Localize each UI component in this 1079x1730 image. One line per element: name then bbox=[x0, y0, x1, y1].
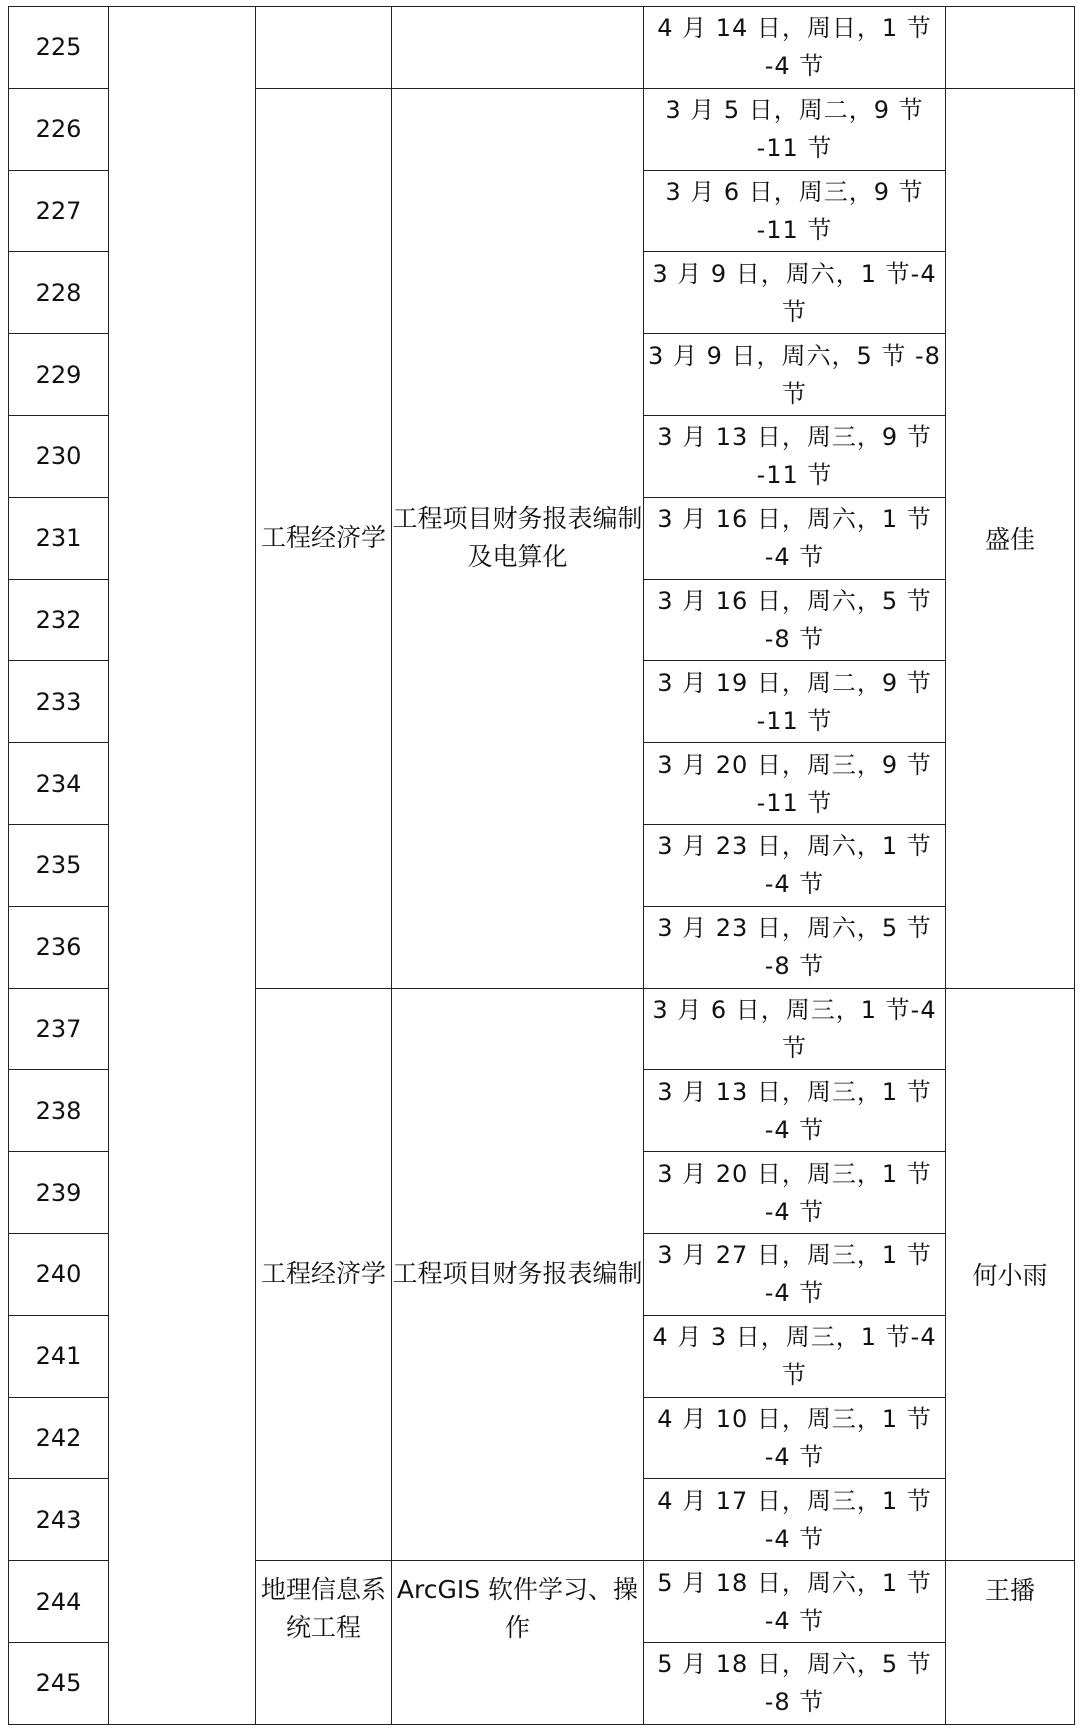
topic-cell: 工程项目财务报表编制 bbox=[392, 988, 644, 1561]
course-name-cell: 地理信息系统工程 bbox=[256, 1561, 392, 1725]
date-cell: 4 月 3 日，周三，1 节-4 节 bbox=[644, 1315, 946, 1397]
date-cell: 5 月 18 日，周六，1 节 -4 节 bbox=[644, 1561, 946, 1643]
teacher-cell: 何小雨 bbox=[946, 988, 1075, 1561]
date-cell: 3 月 23 日，周六，5 节 -8 节 bbox=[644, 906, 946, 988]
topic-cell: 工程项目财务报表编制及电算化 bbox=[392, 88, 644, 988]
row-number: 235 bbox=[9, 824, 109, 906]
row-number: 231 bbox=[9, 497, 109, 579]
date-cell: 3 月 5 日，周二，9 节 -11 节 bbox=[644, 88, 946, 170]
row-number: 230 bbox=[9, 415, 109, 497]
date-cell: 4 月 14 日，周日，1 节 -4 节 bbox=[644, 7, 946, 89]
teacher-cell bbox=[946, 7, 1075, 89]
row-number: 240 bbox=[9, 1233, 109, 1315]
date-cell: 3 月 9 日，周六，5 节 -8 节 bbox=[644, 334, 946, 416]
date-cell: 4 月 17 日，周三，1 节 -4 节 bbox=[644, 1479, 946, 1561]
date-cell: 3 月 20 日，周三，1 节 -4 节 bbox=[644, 1152, 946, 1234]
date-cell: 3 月 6 日，周三，9 节 -11 节 bbox=[644, 170, 946, 252]
course-name-cell bbox=[256, 7, 392, 89]
college-cell bbox=[109, 7, 256, 1725]
teacher-cell: 王播 bbox=[946, 1561, 1075, 1725]
date-cell: 4 月 10 日，周三，1 节 -4 节 bbox=[644, 1397, 946, 1479]
row-number: 229 bbox=[9, 334, 109, 416]
schedule-sheet bbox=[8, 6, 1074, 1724]
topic-cell: ArcGIS 软件学习、操作 bbox=[392, 1561, 644, 1725]
row-number: 237 bbox=[9, 988, 109, 1070]
row-number: 239 bbox=[9, 1152, 109, 1234]
row-number: 227 bbox=[9, 170, 109, 252]
row-number: 243 bbox=[9, 1479, 109, 1561]
row-number: 245 bbox=[9, 1642, 109, 1724]
date-cell: 3 月 9 日，周六，1 节-4 节 bbox=[644, 252, 946, 334]
date-cell: 3 月 6 日，周三，1 节-4 节 bbox=[644, 988, 946, 1070]
row-number: 233 bbox=[9, 661, 109, 743]
row-number: 242 bbox=[9, 1397, 109, 1479]
topic-cell bbox=[392, 7, 644, 89]
date-cell: 3 月 13 日，周三，1 节 -4 节 bbox=[644, 1070, 946, 1152]
date-cell: 3 月 19 日，周二，9 节 -11 节 bbox=[644, 661, 946, 743]
row-number: 241 bbox=[9, 1315, 109, 1397]
date-cell: 3 月 23 日，周六，1 节 -4 节 bbox=[644, 824, 946, 906]
row-number: 236 bbox=[9, 906, 109, 988]
row-number: 226 bbox=[9, 88, 109, 170]
date-cell: 3 月 16 日，周六，1 节 -4 节 bbox=[644, 497, 946, 579]
date-cell: 3 月 16 日，周六，5 节 -8 节 bbox=[644, 579, 946, 661]
date-cell: 3 月 13 日，周三，9 节 -11 节 bbox=[644, 415, 946, 497]
row-number: 225 bbox=[9, 7, 109, 89]
row-number: 238 bbox=[9, 1070, 109, 1152]
date-cell: 3 月 27 日，周三，1 节 -4 节 bbox=[644, 1233, 946, 1315]
row-number: 234 bbox=[9, 743, 109, 825]
schedule-table bbox=[8, 6, 1075, 1725]
row-number: 244 bbox=[9, 1561, 109, 1643]
date-cell: 3 月 20 日，周三，9 节 -11 节 bbox=[644, 743, 946, 825]
course-name-cell: 工程经济学 bbox=[256, 988, 392, 1561]
date-cell: 5 月 18 日，周六，5 节 -8 节 bbox=[644, 1642, 946, 1724]
table-row bbox=[9, 7, 1075, 89]
course-name-cell: 工程经济学 bbox=[256, 88, 392, 988]
row-number: 228 bbox=[9, 252, 109, 334]
row-number: 232 bbox=[9, 579, 109, 661]
teacher-cell: 盛佳 bbox=[946, 88, 1075, 988]
